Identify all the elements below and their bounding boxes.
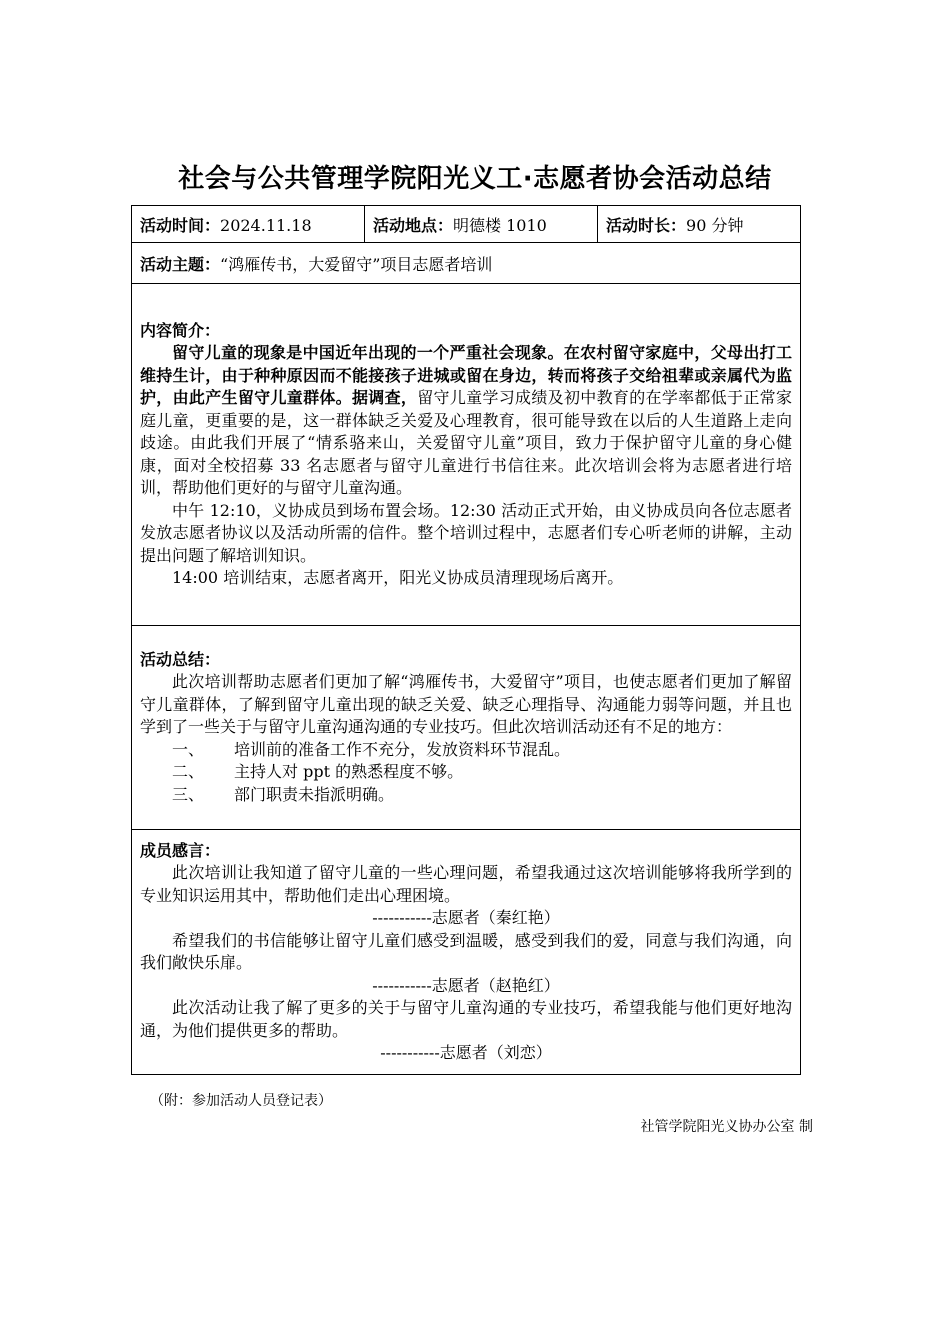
- time-label: 活动时间：: [140, 215, 221, 235]
- place-label: 活动地点：: [373, 215, 454, 235]
- intro-lead: 留守儿童的现象是中国近年出现的一个严重社会现象。在农村留守家庭中，父母出打工维持生计，由于种种原因而不能接孩子进城或留在身边，转而将孩子交给祖辈或亲属代为监护，由此产生留守儿童群体。据调查，: [140, 343, 792, 407]
- members-cell: [132, 830, 801, 1075]
- duration-cell: [598, 206, 801, 243]
- place-cell: [365, 206, 598, 243]
- intro-label: 内容简介：: [140, 320, 221, 340]
- member-quote: 此次培训让我知道了留守儿童的一些心理问题，希望我通过这次培训能够将我所学到的专业知识运用其中，帮助他们走出心理困境。: [140, 863, 792, 905]
- duration-value: 90 分钟: [686, 215, 744, 235]
- summary-item-number: 三、: [172, 784, 205, 804]
- member-signature: -----------志愿者（赵艳红）: [372, 975, 560, 995]
- intro-paragraph-schedule: 中午 12:10，义协成员到场布置会场。12:30 活动正式开始，由义协成员向各位志愿者发放志愿者协议以及活动所需的信件。整个培训过程中，志愿者们专心听老师的讲解，主动提出问题了解培训知识。: [140, 500, 792, 565]
- members-label: 成员感言：: [140, 840, 221, 860]
- member-quote: 希望我们的书信能够让留守儿童们感受到温暖，感受到我们的爱，同意与我们沟通，向我们敞快乐扉。: [140, 930, 792, 972]
- member-signature: -----------志愿者（秦红艳）: [372, 908, 560, 927]
- summary-paragraph: 此次培训帮助志愿者们更加了解“鸿雁传书，大爱留守”项目，也使志愿者们更加了解留守儿童群体，了解到留守儿童出现的缺乏关爱、缺乏心理指导、沟通能力弱等问题，并且也学到了一些关于与留守儿童沟通沟通的专业技巧。但此次培训活动还有不足的地方：: [140, 672, 792, 737]
- time-cell: [132, 206, 365, 243]
- summary-item: [140, 784, 792, 807]
- info-row: [132, 206, 801, 243]
- duration-label: 活动时长：: [606, 215, 687, 235]
- theme-value: “鸿雁传书，大爱留守”项目志愿者培训: [220, 254, 493, 274]
- summary-label: 活动总结：: [140, 649, 221, 669]
- issuer-note: 社管学院阳光义协办公室 制: [640, 1119, 813, 1135]
- intro-body: 留守儿童学习成绩及初中教育的在学率都低于正常家庭儿童，更重要的是，这一群体缺乏关爱及心理教育，很可能导致在以后的人生道路上走向歧途。由此我们开展了“情系骆来山，关爱留守儿童”项目，致力于保护留守儿童的身心健康，面对全校招募 33 名志愿者与留守儿童进行书信往来。此次培训会将为志愿者进行培训，帮助他们更好的与留守儿童沟通。: [140, 388, 792, 497]
- document-title: 社会与公共管理学院阳光义工·志愿者协会活动总结: [178, 164, 772, 194]
- report-table: [131, 205, 801, 1075]
- place-value: 明德楼 1010: [453, 215, 547, 235]
- summary-item: [140, 761, 792, 784]
- summary-cell: [132, 626, 801, 830]
- intro-row: [132, 284, 801, 626]
- summary-item-text: 部门职责未指派明确。: [234, 784, 395, 804]
- summary-row: [132, 626, 801, 830]
- theme-cell: [132, 243, 801, 284]
- intro-paragraph: [140, 342, 792, 500]
- theme-row: [132, 243, 801, 284]
- summary-item-number: 一、: [172, 739, 205, 759]
- summary-item-text: 主持人对 ppt 的熟悉程度不够。: [234, 762, 464, 782]
- attachment-note: （附：参加活动人员登记表）: [150, 1093, 332, 1109]
- member-signature: -----------志愿者（刘恋）: [380, 1043, 552, 1062]
- summary-item: [140, 739, 792, 762]
- theme-label: 活动主题：: [140, 254, 221, 274]
- summary-item-number: 二、: [172, 762, 205, 782]
- time-value: 2024.11.18: [220, 215, 312, 235]
- intro-paragraph-end: 14:00 培训结束，志愿者离开，阳光义协成员清理现场后离开。: [172, 568, 624, 587]
- summary-item-text: 培训前的准备工作不充分，发放资料环节混乱。: [234, 739, 571, 759]
- members-row: [132, 830, 801, 1075]
- intro-cell: [132, 284, 801, 626]
- member-quote: 此次活动让我了解了更多的关于与留守儿童沟通的专业技巧，希望我能与他们更好地沟通，为他们提供更多的帮助。: [140, 998, 792, 1040]
